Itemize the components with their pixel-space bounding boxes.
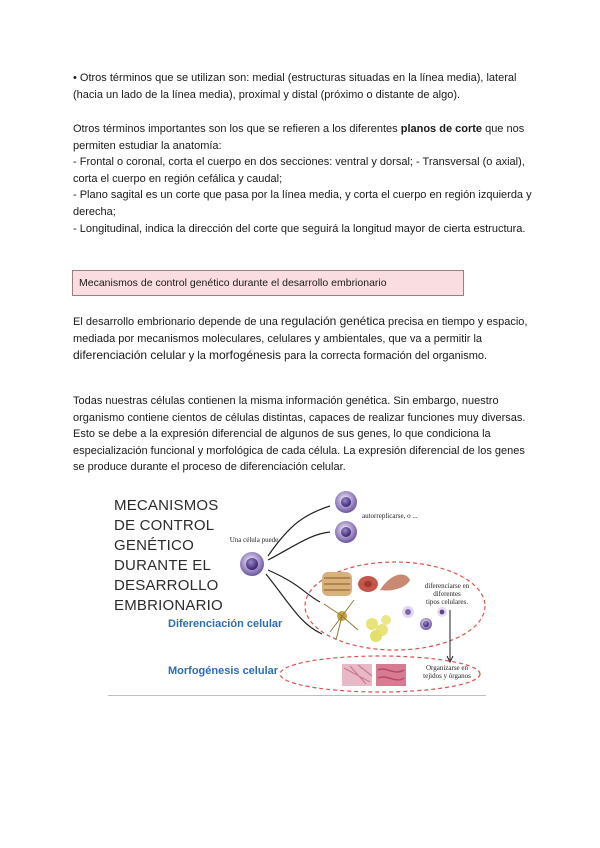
tissue-image-icon	[342, 664, 406, 686]
organize-line: tejidos y órganos	[423, 672, 471, 680]
paragraph-terms: • Otros términos que se utilizan son: medial (estructuras situadas en la línea media), lateral (hacia un lado de la línea media), proximal y distal (próximo o distante de algo).	[73, 72, 517, 101]
reg-text-2: precisa en tiempo y espacio, mediada por mecanismos moleculares, celulares y ambientales, que va a permitir la	[73, 316, 528, 345]
reg-text-1: El desarrollo embrionario depende de una	[73, 316, 281, 328]
paragraph-expression: Todas nuestras células contienen la misma información genética. Sin embargo, nuestro organismo contiene cientos de células distintas, capaces de realizar funciones muy diversas. Esto se debe a la expresión diferencial de algunos de sus genes, lo que condiciona la especialización funcional y morfológica de cada célula. La expresión diferencial de los genes se produce durante el proceso de diferenciación celular.	[73, 395, 526, 474]
planes-intro-end: que nos permiten estudiar la anatomía:	[73, 123, 525, 152]
red-blood-cell-icon	[358, 576, 378, 592]
arrow-icon	[268, 506, 330, 556]
self-renew-label: autorreplicarse, o ...	[362, 512, 418, 520]
differentiate-line: tipos celulares.	[426, 598, 468, 606]
figure-title-line: EMBRIONARIO	[114, 597, 223, 614]
blood-cell-icon	[420, 607, 447, 630]
fat-cells-icon	[366, 615, 391, 642]
plane-longitudinal: - Longitudinal, indica la dirección del corte que seguirá la longitud mayor de cierta estructura.	[73, 222, 526, 235]
keyword-regulacion: regulación genética	[280, 314, 385, 328]
plane-sagital: - Plano sagital es un corte que pasa por la línea media, y corta el cuerpo en región izquierda y derecha;	[73, 189, 532, 218]
paragraph-planes	[73, 121, 533, 237]
cell-can-label: Una célula puede	[229, 536, 279, 544]
section-title-box: Mecanismos de control genético durante el desarrollo embrionario	[72, 270, 464, 296]
self-renewal-cell-icon	[335, 491, 357, 543]
epithelial-cell-icon	[402, 606, 414, 618]
label-diferenciacion: Diferenciación celular	[168, 618, 283, 630]
neuron-icon	[324, 600, 358, 640]
muscle-cells-icon	[322, 572, 352, 596]
organize-line: Organizarse en	[425, 664, 469, 672]
figure-title-line: DURANTE EL	[114, 557, 212, 574]
keyword-morfogenesis: morfogénesis	[208, 348, 282, 363]
differentiate-line: diferenciarse en	[424, 582, 470, 590]
paragraph-regulation	[73, 313, 533, 365]
stem-cell-icon	[240, 552, 264, 576]
figure-divider	[108, 695, 486, 696]
smooth-muscle-icon	[380, 575, 410, 591]
label-morfogenesis: Morfogénesis celular	[168, 665, 279, 677]
reg-text-4: para la correcta formación del organismo.	[281, 350, 488, 363]
embryo-control-figure	[110, 484, 486, 696]
differentiate-label	[412, 582, 482, 606]
planes-intro: Otros términos importantes son los que se refieren a los diferentes	[73, 123, 401, 135]
planes-bold: planos de corte	[400, 123, 483, 135]
keyword-diferenciacion: diferenciación celular	[73, 348, 186, 363]
figure-title-line: DESARROLLO	[114, 577, 219, 594]
figure-title-line: GENÉTICO	[114, 537, 194, 554]
organize-label	[412, 664, 482, 680]
reg-text-3: y la	[185, 350, 209, 363]
differentiate-line: diferentes	[433, 590, 461, 598]
figure-title-line: MECANISMOS	[114, 497, 219, 514]
figure-title-line: DE CONTROL	[114, 517, 215, 534]
plane-frontal: - Frontal o coronal, corta el cuerpo en dos secciones: ventral y dorsal; - Transversal (o axial), corta el cuerpo en región cefálica y caudal;	[73, 156, 525, 185]
